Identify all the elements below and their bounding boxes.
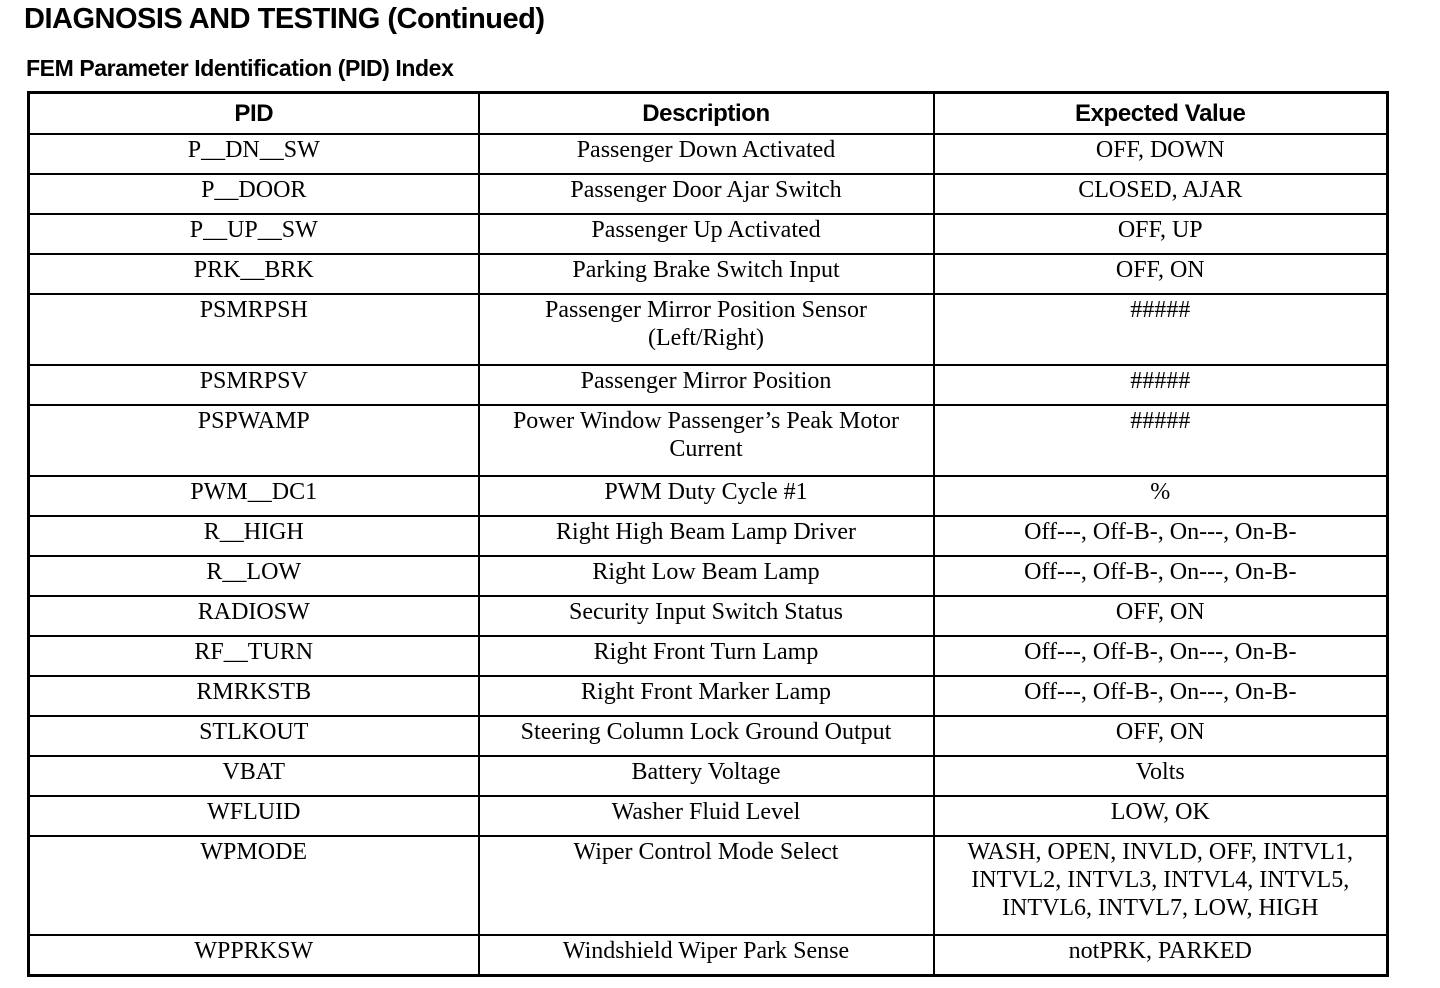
description-cell [479,365,934,405]
expected-value-cell-line: OFF, ON [1115,719,1205,745]
expected-value-cell-line: INTVL6, INTVL7, LOW, HIGH [1002,895,1319,921]
expected-value-cell [934,254,1388,294]
expected-value-cell [934,405,1388,476]
description-cell-line: Wiper Control Mode Select [573,839,839,865]
expected-value-cell-line: ##### [1130,368,1191,394]
pid-index-table [27,91,1389,977]
pid-cell: PWM__DC1 [29,476,479,516]
pid-cell: WPMODE [29,836,479,935]
expected-value-cell [934,476,1388,516]
description-cell-line: Washer Fluid Level [611,799,801,825]
expected-value-cell [934,756,1388,796]
description-cell [479,716,934,756]
expected-value-cell-line: Off---, Off-B-, On---, On-B- [1024,639,1297,665]
expected-value-cell [934,836,1388,935]
expected-value-cell-line: CLOSED, AJAR [1078,177,1243,203]
description-cell [479,556,934,596]
description-cell [479,836,934,935]
description-cell [479,294,934,365]
table-row [29,836,1388,935]
description-cell-line: Security Input Switch Status [569,599,843,625]
description-cell-line: (Left/Right) [648,325,764,351]
table-body [29,134,1388,976]
table-row [29,716,1388,756]
table-row [29,254,1388,294]
table-row [29,134,1388,174]
table-row [29,935,1388,976]
pid-cell: R__LOW [29,556,479,596]
pid-cell: RMRKSTB [29,676,479,716]
table-row [29,516,1388,556]
description-cell [479,756,934,796]
table-row [29,756,1388,796]
column-header-description: Description [479,93,934,135]
description-cell-line: Passenger Up Activated [591,217,821,243]
description-cell-line: Right Low Beam Lamp [592,559,820,585]
expected-value-cell [934,676,1388,716]
table-row [29,676,1388,716]
description-cell-line: Right High Beam Lamp Driver [556,519,856,545]
table-row [29,365,1388,405]
header-row [29,93,1388,135]
table-row [29,174,1388,214]
description-cell-line: Passenger Door Ajar Switch [570,177,842,203]
expected-value-cell [934,294,1388,365]
expected-value-cell [934,516,1388,556]
pid-cell: RADIOSW [29,596,479,636]
description-cell [479,254,934,294]
expected-value-cell-line: Off---, Off-B-, On---, On-B- [1024,559,1297,585]
section-title: FEM Parameter Identification (PID) Index [26,55,454,81]
description-cell [479,596,934,636]
table-row [29,556,1388,596]
expected-value-cell [934,935,1388,976]
expected-value-cell [934,214,1388,254]
pid-cell: VBAT [29,756,479,796]
expected-value-cell-line: OFF, UP [1117,217,1203,243]
expected-value-cell-line: OFF, DOWN [1095,137,1225,163]
description-cell [479,636,934,676]
description-cell-line: PWM Duty Cycle #1 [604,479,808,505]
description-cell-line: Steering Column Lock Ground Output [520,719,892,745]
description-cell [479,935,934,976]
expected-value-cell-line: Off---, Off-B-, On---, On-B- [1024,679,1297,705]
description-cell [479,405,934,476]
description-cell [479,796,934,836]
expected-value-cell-line: OFF, ON [1115,257,1205,283]
description-cell-line: Right Front Marker Lamp [581,679,831,705]
expected-value-cell-line: WASH, OPEN, INVLD, OFF, INTVL1, [967,839,1353,865]
table-row [29,596,1388,636]
description-cell [479,174,934,214]
pid-cell: STLKOUT [29,716,479,756]
pid-cell: P__DN__SW [29,134,479,174]
expected-value-cell [934,174,1388,214]
column-header-pid: PID [29,93,479,135]
description-cell-line: Passenger Mirror Position [580,368,832,394]
description-cell [479,676,934,716]
description-cell [479,516,934,556]
pid-cell: PRK__BRK [29,254,479,294]
description-cell-line: Power Window Passenger’s Peak Motor [512,408,900,434]
table-row [29,796,1388,836]
description-cell-line: Passenger Mirror Position Sensor [545,297,867,323]
expected-value-cell [934,796,1388,836]
expected-value-cell-line: OFF, ON [1115,599,1205,625]
pid-cell: P__DOOR [29,174,479,214]
page-title: DIAGNOSIS AND TESTING (Continued) [24,3,545,35]
expected-value-cell-line: INTVL2, INTVL3, INTVL4, INTVL5, [971,867,1350,893]
description-cell [479,476,934,516]
description-cell [479,134,934,174]
expected-value-cell-line: ##### [1130,297,1191,323]
expected-value-cell-line: notPRK, PARKED [1068,938,1252,964]
description-cell-line: Current [669,436,743,462]
table-row [29,294,1388,365]
expected-value-cell [934,556,1388,596]
table-header [29,93,1388,135]
expected-value-cell-line: ##### [1130,408,1191,434]
pid-cell: PSMRPSH [29,294,479,365]
expected-value-cell [934,716,1388,756]
expected-value-cell [934,365,1388,405]
table-row [29,476,1388,516]
description-cell [479,214,934,254]
expected-value-cell [934,636,1388,676]
expected-value-cell-line: % [1150,479,1171,505]
expected-value-cell [934,134,1388,174]
description-cell-line: Windshield Wiper Park Sense [562,938,850,964]
pid-cell: R__HIGH [29,516,479,556]
pid-cell: RF__TURN [29,636,479,676]
pid-cell: PSMRPSV [29,365,479,405]
table-row [29,636,1388,676]
description-cell-line: Right Front Turn Lamp [593,639,819,665]
description-cell-line: Battery Voltage [631,759,781,785]
pid-cell: PSPWAMP [29,405,479,476]
description-cell-line: Parking Brake Switch Input [572,257,840,283]
pid-cell: WPPRKSW [29,935,479,976]
column-header-expected-value: Expected Value [934,93,1388,135]
table-row [29,405,1388,476]
description-cell-line: Passenger Down Activated [576,137,836,163]
expected-value-cell-line: LOW, OK [1110,799,1210,825]
expected-value-cell [934,596,1388,636]
expected-value-cell-line: Volts [1135,759,1185,785]
pid-cell: P__UP__SW [29,214,479,254]
expected-value-cell-line: Off---, Off-B-, On---, On-B- [1024,519,1297,545]
table-row [29,214,1388,254]
pid-cell: WFLUID [29,796,479,836]
